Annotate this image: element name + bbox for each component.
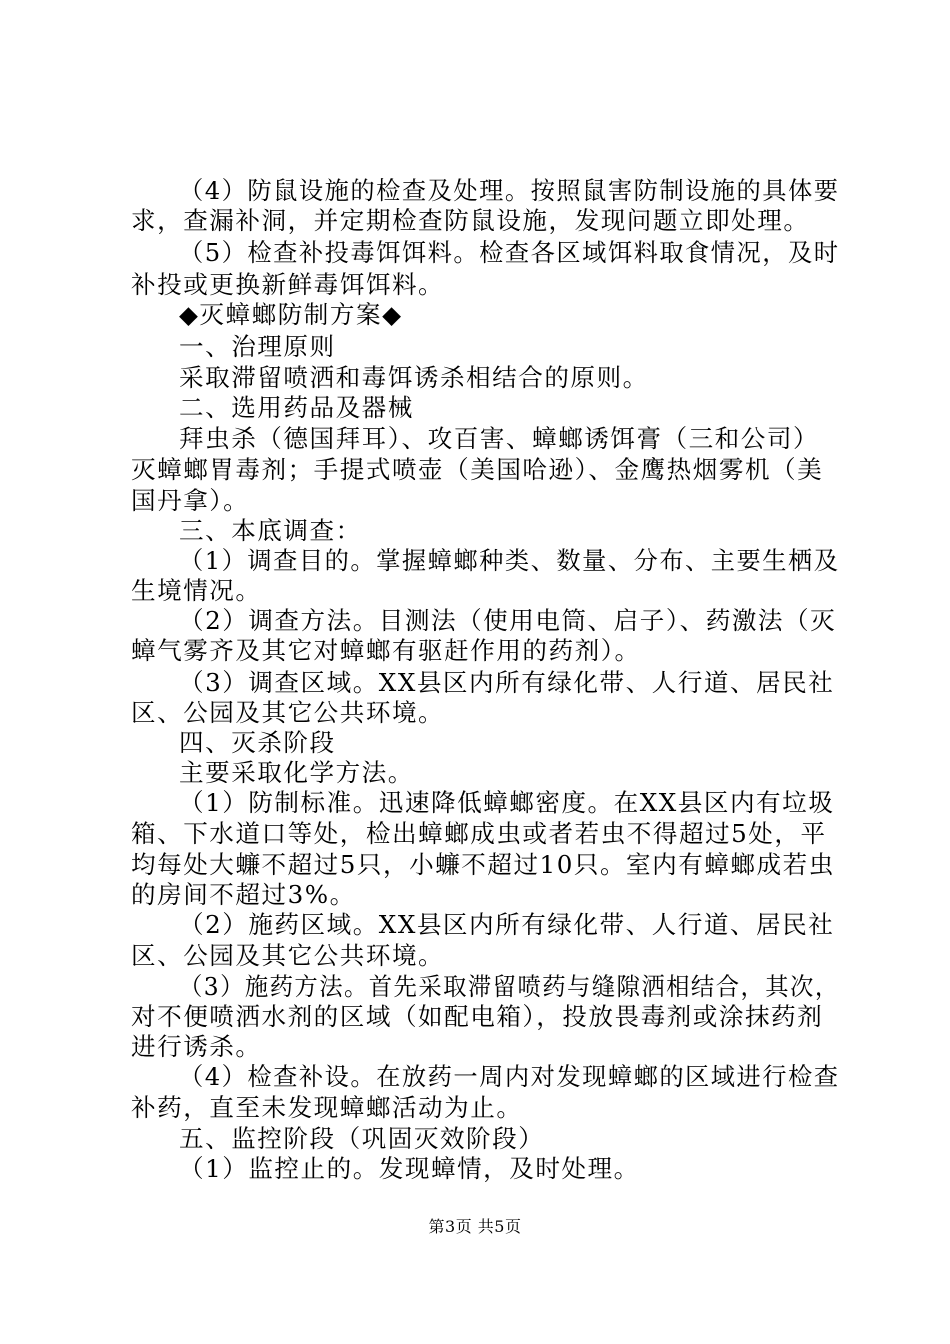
text-line: 生境情况。 xyxy=(131,576,262,605)
text-line: 进行诱杀。 xyxy=(131,1032,262,1061)
text-line: （1）监控止的。发现蟑情，及时处理。 xyxy=(179,1154,640,1183)
text-line: （3）施药方法。首先采取滞留喷药与缝隙洒相结合，其次， xyxy=(179,972,840,1001)
section-heading: 五、监控阶段（巩固灭效阶段） xyxy=(179,1124,545,1153)
text-line: （2）调查方法。目测法（使用电筒、启子）、药激法（灭 xyxy=(179,606,837,635)
text-line: （5）检查补投毒饵饵料。检查各区域饵料取食情况，及时 xyxy=(179,238,840,267)
text-line: 国丹拿）。 xyxy=(131,486,250,515)
text-line: （2）施药区域。XX县区内所有绿化带、人行道、居民社 xyxy=(179,910,835,939)
text-line: 区、公园及其它公共环境。 xyxy=(131,941,445,970)
text-line: 拜虫杀（德国拜耳）、攻百害、蟑螂诱饵膏（三和公司） xyxy=(179,424,820,453)
text-line: 求，查漏补洞，并定期检查防鼠设施，发现问题立即处理。 xyxy=(131,206,810,235)
section-heading: 一、治理原则 xyxy=(179,332,336,361)
text-line: 对不便喷洒水剂的区域（如配电箱），投放畏毒剂或涂抹药剂 xyxy=(131,1002,824,1031)
section-heading: 二、选用药品及器械 xyxy=(179,393,414,422)
text-line: 灭蟑螂胃毒剂；手提式喷壶（美国哈逊）、金鹰热烟雾机（美 xyxy=(131,455,824,484)
text-line: 采取滞留喷洒和毒饵诱杀相结合的原则。 xyxy=(179,363,649,392)
page-number: 第3页 共5页 xyxy=(428,1217,522,1236)
text-line: 主要采取化学方法。 xyxy=(179,758,414,787)
text-line: 蟑气雾齐及其它对蟑螂有驱赶作用的药剂）。 xyxy=(131,636,641,665)
section-heading: 三、本底调查： xyxy=(179,516,362,545)
text-line: （1）防制标准。迅速降低蟑螂密度。在XX县区内有垃圾 xyxy=(179,788,835,817)
text-line: （4）防鼠设施的检查及处理。按照鼠害防制设施的具体要 xyxy=(179,176,840,205)
text-line: 补投或更换新鲜毒饵饵料。 xyxy=(131,270,445,299)
text-line: （4）检查补设。在放药一周内对发现蟑螂的区域进行检查 xyxy=(179,1062,840,1091)
text-line: 的房间不超过3%。 xyxy=(131,880,356,909)
section-heading: 四、灭杀阶段 xyxy=(179,728,336,757)
text-line: （1）调查目的。掌握蟑螂种类、数量、分布、主要生栖及 xyxy=(179,546,840,575)
text-line: 均每处大蠊不超过5只，小蠊不超过10只。室内有蟑螂成若虫 xyxy=(131,850,835,879)
text-line: 箱、下水道口等处，检出蟑螂成虫或者若虫不得超过5处，平 xyxy=(131,819,827,848)
text-line: 补药，直至未发现蟑螂活动为止。 xyxy=(131,1093,523,1122)
text-line: （3）调查区域。XX县区内所有绿化带、人行道、居民社 xyxy=(179,668,835,697)
text-line: 区、公园及其它公共环境。 xyxy=(131,698,445,727)
section-title: ◆灭蟑螂防制方案◆ xyxy=(179,300,403,329)
